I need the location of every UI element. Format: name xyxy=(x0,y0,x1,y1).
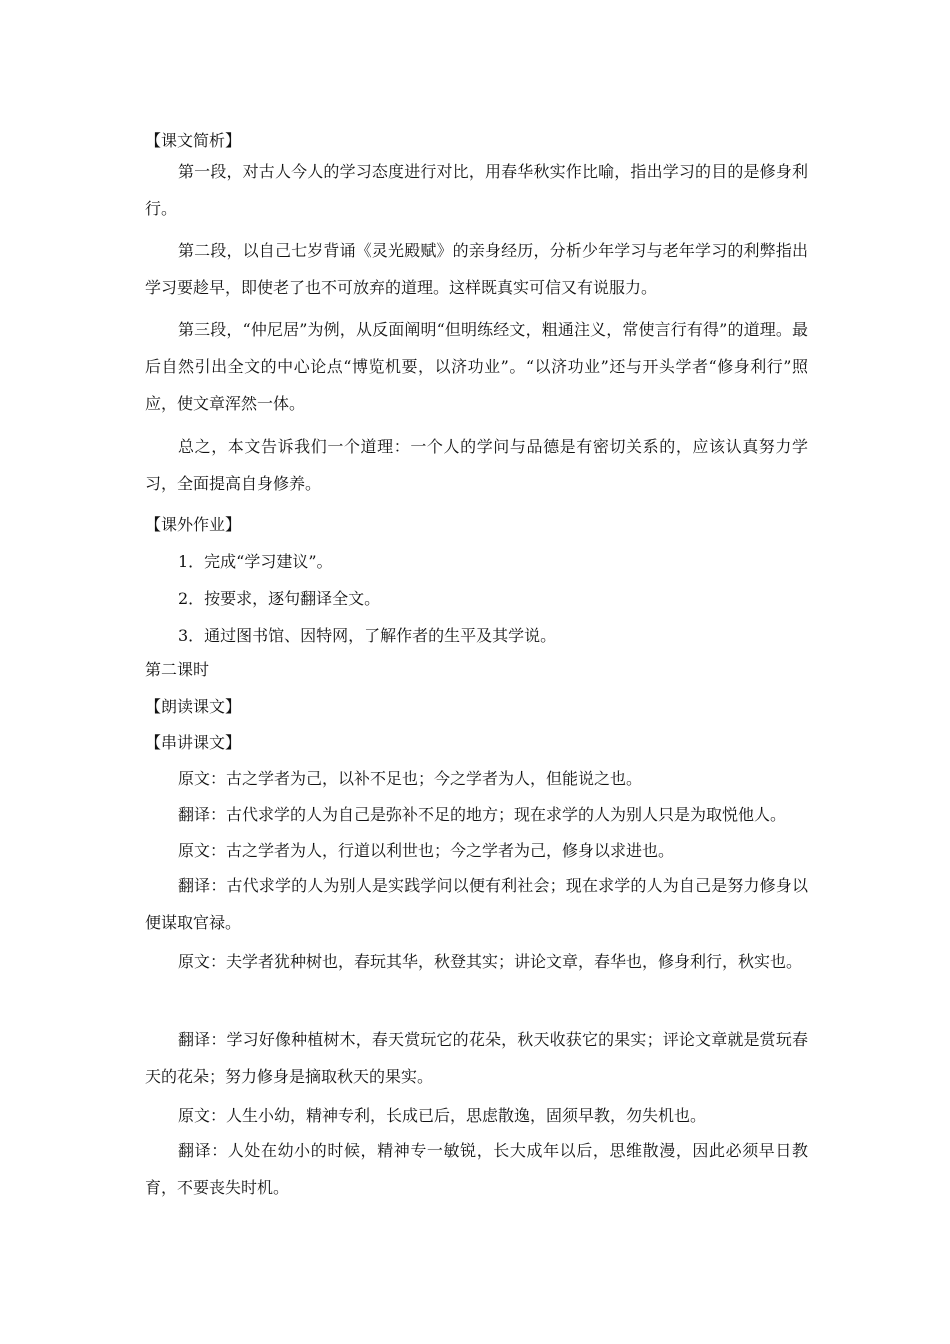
original-text-2: 原文：古之学者为人，行道以利世也；今之学者为己，修身以求进也。 xyxy=(178,841,675,860)
paragraph-analysis-3: 第三段，“仲尼居”为例，从反面阐明“但明练经文，粗通注义，常使言行有得”的道理。最后自然引出全文的中心论点“博览机要，以济功业”。“以济功业”还与开头学者“修身利行”照应，使文章浑然一体。 xyxy=(145,320,808,413)
homework-item-2: 2．按要求，逐句翻译全文。 xyxy=(178,589,381,608)
homework-item-3: 3．通过图书馆、因特网，了解作者的生平及其学说。 xyxy=(178,626,557,645)
original-text-1: 原文：古之学者为己，以补不足也；今之学者为人，但能说之也。 xyxy=(178,769,643,788)
paragraph-analysis-1: 第一段，对古人今人的学习态度进行对比，用春华秋实作比喻，指出学习的目的是修身利行。 xyxy=(145,162,808,218)
lesson-title: 第二课时 xyxy=(145,660,210,679)
translation-3: 翻译：学习好像种植树木，春天赏玩它的花朵，秋天收获它的果实；评论文章就是赏玩春天的花朵；努力修身是摘取秋天的果实。 xyxy=(145,1030,808,1086)
translation-1: 翻译：古代求学的人为自己是弥补不足的地方；现在求学的人为别人只是为取悦他人。 xyxy=(178,805,787,824)
homework-item-1: 1．完成“学习建议”。 xyxy=(178,552,333,571)
original-text-4: 原文：人生小幼，精神专利，长成已后，思虑散逸，固须早教，勿失机也。 xyxy=(178,1106,707,1125)
translation-2: 翻译：古代求学的人为别人是实践学问以便有利社会；现在求学的人为自己是努力修身以便谋取官禄。 xyxy=(145,876,808,932)
original-text-3: 原文：夫学者犹种树也，春玩其华，秋登其实；讲论文章，春华也，修身利行，秋实也。 xyxy=(178,952,803,971)
section-heading-homework: 【课外作业】 xyxy=(145,515,242,534)
paragraph-analysis-2: 第二段，以自己七岁背诵《灵光殿赋》的亲身经历，分析少年学习与老年学习的利弊指出学习要趁早，即使老了也不可放弃的道理。这样既真实可信又有说服力。 xyxy=(145,241,808,297)
section-heading-lesson-analysis: 【课文简析】 xyxy=(145,131,242,150)
translation-4: 翻译：人处在幼小的时候，精神专一敏锐，长大成年以后，思维散漫，因此必须早日教育，不要丧失时机。 xyxy=(145,1141,808,1197)
paragraph-analysis-4: 总之，本文告诉我们一个道理：一个人的学问与品德是有密切关系的，应该认真努力学习，全面提高自身修养。 xyxy=(145,437,808,493)
section-heading-reading: 【朗读课文】 xyxy=(145,697,242,716)
section-heading-explanation: 【串讲课文】 xyxy=(145,733,242,752)
